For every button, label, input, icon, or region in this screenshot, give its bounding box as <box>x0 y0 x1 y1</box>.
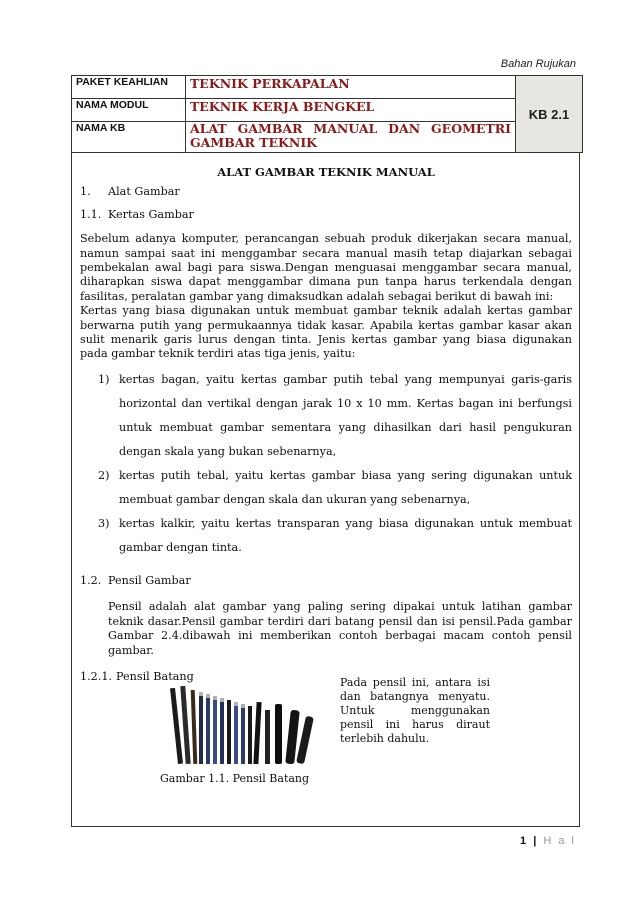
list-item <box>98 368 572 464</box>
module-info-table <box>71 75 583 153</box>
figure-description: Pada pensil ini, antara isi dan batangnya menyatu. Untuk menggunakan pensil ini harus diraut terlebih dahulu. <box>340 676 490 745</box>
paper-types-list <box>98 368 572 560</box>
list-number: 2) <box>98 468 110 482</box>
section-number: 1. <box>80 185 91 199</box>
kb-code: KB 2.1 <box>516 76 583 153</box>
list-text: kertas putih tebal, yaitu kertas gambar biasa yang sering digunakan untuk membuat gambar dengan skala dan ukuran yang sebenarnya, <box>119 468 572 506</box>
section-number: 1.2. <box>80 573 102 587</box>
header-label: Bahan Rujukan <box>500 58 576 70</box>
section-1-heading <box>80 185 572 199</box>
list-item <box>98 512 572 560</box>
section-title: Alat Gambar <box>108 185 180 199</box>
paragraph-intro: Sebelum adanya komputer, perancangan sebuah produk dikerjakan secara manual, namun sampai saat ini menggambar secara manual masih tetap diajarkan sebagai pembekalan awal bagi para siswa.Dengan menguasai menggambar secara manual, diharapkan siswa dapat menggambar dimana pun tanpa harus terkendala dengan fasilitas, peralatan gambar yang dimaksudkan adalah sebagai berikut di bawah ini: <box>80 232 572 303</box>
document-title: ALAT GAMBAR TEKNIK MANUAL <box>217 165 435 179</box>
figure-pensil-batang <box>80 676 572 816</box>
list-number: 1) <box>98 372 110 386</box>
page-footer <box>520 835 576 847</box>
section-title: Kertas Gambar <box>108 207 194 221</box>
page-number: 1 <box>520 835 527 847</box>
list-text: kertas kalkir, yaitu kertas transparan yang biasa digunakan untuk membuat gambar dengan tinta. <box>119 516 572 554</box>
footer-separator: | <box>533 835 537 847</box>
footer-hal: H a l <box>543 835 576 847</box>
section-number: 1.2.1. <box>80 669 113 683</box>
section-1-1-heading <box>80 208 572 222</box>
section-title: Pensil Gambar <box>108 573 191 587</box>
figure-caption: Gambar 1.1. Pensil Batang <box>160 772 310 785</box>
meta-key-modul: NAMA MODUL <box>72 99 186 122</box>
document-body <box>80 165 572 684</box>
section-number: 1.1. <box>80 207 102 221</box>
meta-value-kb: ALAT GAMBAR MANUAL DAN GEOMETRI GAMBAR TEKNIK <box>186 122 516 153</box>
pencils-image <box>168 680 314 768</box>
section-1-2-heading <box>80 574 572 588</box>
paragraph-pensil: Pensil adalah alat gambar yang paling sering dipakai untuk latihan gambar teknik dasar.Pensil gambar terdiri dari batang pensil dan isi pensil.Pada gambar Gambar 2.4.dibawah ini memberikan contoh berbagai macam contoh pensil gambar. <box>108 600 572 657</box>
meta-key-kb: NAMA KB <box>72 122 186 153</box>
meta-key-paket: PAKET KEAHLIAN <box>72 76 186 99</box>
list-text: kertas bagan, yaitu kertas gambar putih tebal yang mempunyai garis-garis horizontal dan vertikal dengan jarak 10 x 10 mm. Kertas bagan ini berfungsi untuk membuat gambar sementara yang dihasilkan dari hasil pengukuran dengan skala yang bukan sebenarnya, <box>119 372 572 458</box>
section-title: Pensil Batang <box>116 669 194 683</box>
meta-value-paket: TEKNIK PERKAPALAN <box>186 76 516 99</box>
list-item <box>98 464 572 512</box>
paragraph-kertas: Kertas yang biasa digunakan untuk membuat gambar teknik adalah kertas gambar berwarna putih yang permukaannya tidak kasar. Apabila kertas gambar kasar akan sulit menarik garis lurus dengan tinta. Jenis kertas gambar yang biasa digunakan pada gambar teknik terdiri atas tiga jenis, yaitu: <box>80 304 572 361</box>
list-number: 3) <box>98 516 110 530</box>
meta-value-modul: TEKNIK KERJA BENGKEL <box>186 99 516 122</box>
